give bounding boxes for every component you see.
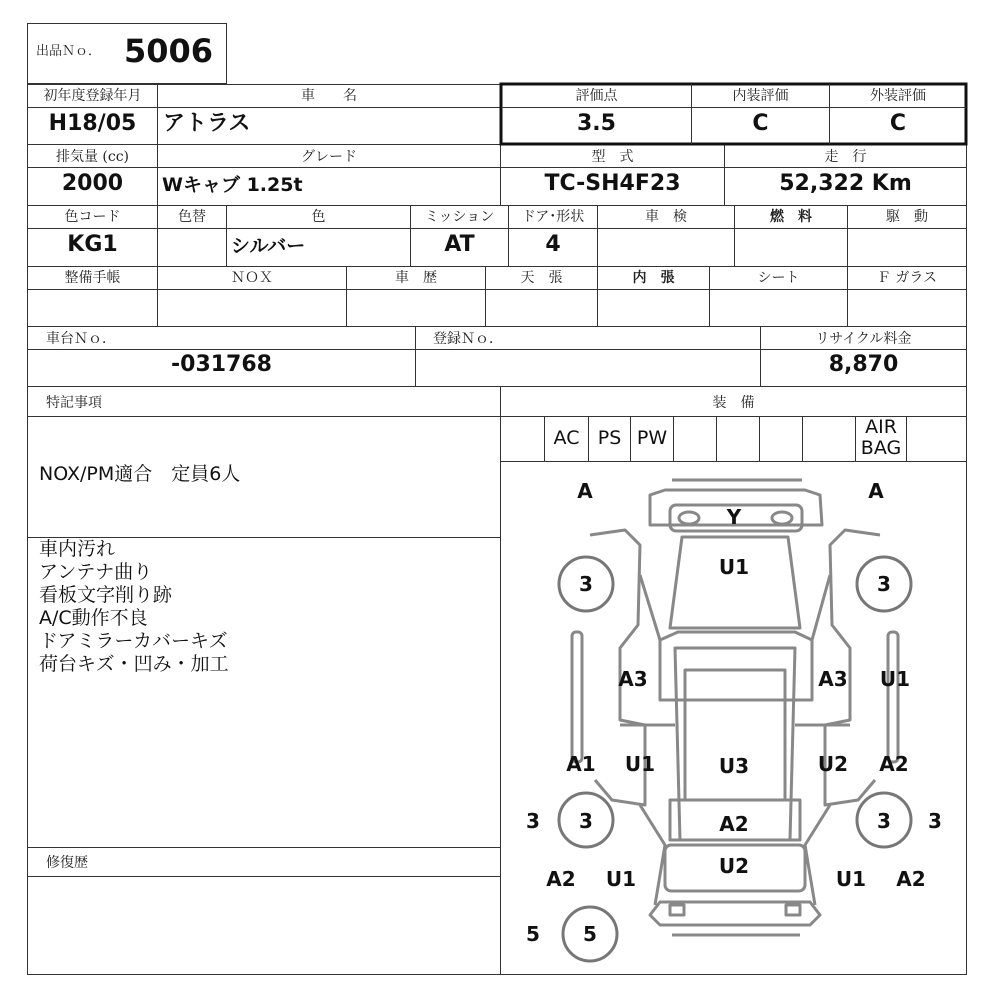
- damage-rear-left-u1: U1: [605, 867, 637, 891]
- lot-number: 5006: [124, 32, 214, 70]
- damage-wheel-rear-right-outer: 3: [928, 809, 942, 833]
- header-mileage: 走 行: [824, 149, 867, 165]
- note-item: アンテナ曲り: [39, 561, 153, 583]
- note-item: A/C動作不良: [39, 607, 148, 629]
- header-special-notes: 特記事項: [46, 395, 102, 411]
- damage-rear-left-a2: A2: [546, 867, 576, 891]
- header-chassis-number: 車台Ｎｏ．: [46, 331, 116, 347]
- damage-spare-outer: 5: [526, 922, 540, 946]
- value-displacement: 2000: [61, 171, 124, 196]
- damage-left-a1: A1: [566, 752, 596, 776]
- value-model: TC-SH4F23: [544, 171, 681, 196]
- damage-tailgate: U2: [718, 854, 750, 878]
- header-color: 色: [311, 209, 326, 225]
- header-nox: ＮＯＸ: [231, 270, 273, 286]
- header-drive: 駆 動: [886, 209, 928, 225]
- equipment-airbag: AIR BAG: [860, 416, 902, 459]
- damage-right-u1: U1: [879, 667, 911, 691]
- value-interior: C: [752, 111, 769, 136]
- note-item: 車内汚れ: [39, 538, 116, 560]
- header-equipment: 装 備: [712, 395, 755, 411]
- value-mileage: 52,322 Km: [779, 171, 912, 196]
- equipment-pw: PW: [636, 427, 668, 449]
- damage-left-u1: U1: [624, 752, 656, 776]
- value-chassis-number: -031768: [171, 352, 272, 377]
- value-door: 4: [545, 232, 561, 257]
- header-registration-number: 登録Ｎｏ．: [433, 331, 503, 347]
- value-color-code: KG1: [67, 232, 118, 257]
- header-exterior: 外装評価: [870, 88, 926, 104]
- damage-right-a2: A2: [879, 752, 909, 776]
- header-front-glass: Ｆ ガラス: [876, 270, 938, 286]
- damage-wheel-rear-right: 3: [877, 809, 891, 833]
- value-exterior: C: [889, 111, 907, 136]
- damage-right-u2: U2: [817, 752, 849, 776]
- damage-wheel-front-right: 3: [877, 572, 891, 596]
- lot-number-label: 出品Ｎｏ．: [36, 44, 102, 59]
- damage-wheel-rear-left: 3: [579, 809, 593, 833]
- damage-front-left: A: [577, 479, 593, 503]
- header-model: 型 式: [591, 149, 634, 165]
- header-car-name: 車 名: [301, 88, 357, 104]
- header-car-history: 車 歴: [395, 270, 437, 286]
- header-mission: ミッション: [424, 209, 495, 225]
- damage-windshield: U1: [718, 555, 750, 579]
- damage-cargo-floor: U3: [718, 754, 750, 778]
- damage-wheel-front-left: 3: [579, 572, 593, 596]
- damage-bumper: Y: [726, 505, 742, 529]
- damage-wheel-rear-left-outer: 3: [526, 809, 540, 833]
- damage-rear-right-a2: A2: [896, 867, 926, 891]
- value-first-registration: H18/05: [48, 111, 137, 136]
- header-color-code: 色コード: [64, 209, 121, 225]
- damage-left-door: A3: [618, 667, 648, 691]
- header-first-registration: 初年度登録年月: [43, 88, 142, 104]
- header-interior: 内装評価: [732, 88, 789, 104]
- header-fuel: 燃 料: [770, 209, 812, 225]
- header-inspection: 車 検: [645, 209, 687, 225]
- header-roof-lining: 天 張: [520, 270, 563, 286]
- damage-right-door: A3: [818, 667, 848, 691]
- header-door: ドア･形状: [521, 209, 585, 225]
- value-mission: AT: [444, 232, 475, 257]
- header-score: 評価点: [575, 88, 618, 104]
- equipment-ac: AC: [553, 427, 580, 449]
- note-item: 看板文字削り跡: [39, 584, 173, 606]
- header-inner-lining: 内 張: [632, 270, 675, 286]
- equipment-ps: PS: [597, 427, 622, 449]
- header-seat: シート: [757, 270, 800, 286]
- value-grade: Wキャブ 1.25t: [162, 174, 303, 196]
- value-color: シルバー: [231, 235, 306, 257]
- damage-rear-right-u1: U1: [835, 867, 867, 891]
- note-item: ドアミラーカバーキズ: [39, 630, 228, 652]
- value-recycle-fee: 8,870: [828, 352, 899, 377]
- value-score: 3.5: [577, 111, 616, 136]
- note-item: 荷台キズ・凹み・加工: [39, 653, 229, 675]
- header-displacement: 排気量 (cc): [55, 149, 130, 165]
- header-maintenance-book: 整備手帳: [64, 270, 121, 286]
- header-repaint: 色替: [178, 209, 206, 225]
- header-grade: グレード: [301, 149, 357, 165]
- value-car-name: アトラス: [163, 111, 251, 136]
- header-recycle-fee: リサイクル料金: [815, 331, 912, 347]
- special-notes-text: NOX/PM適合 定員6人: [39, 463, 241, 485]
- header-repair-history: 修復歴: [46, 855, 88, 871]
- damage-spare-tire: 5: [583, 922, 597, 946]
- damage-cargo-rear: A2: [719, 812, 749, 836]
- damage-front-right: A: [868, 479, 884, 503]
